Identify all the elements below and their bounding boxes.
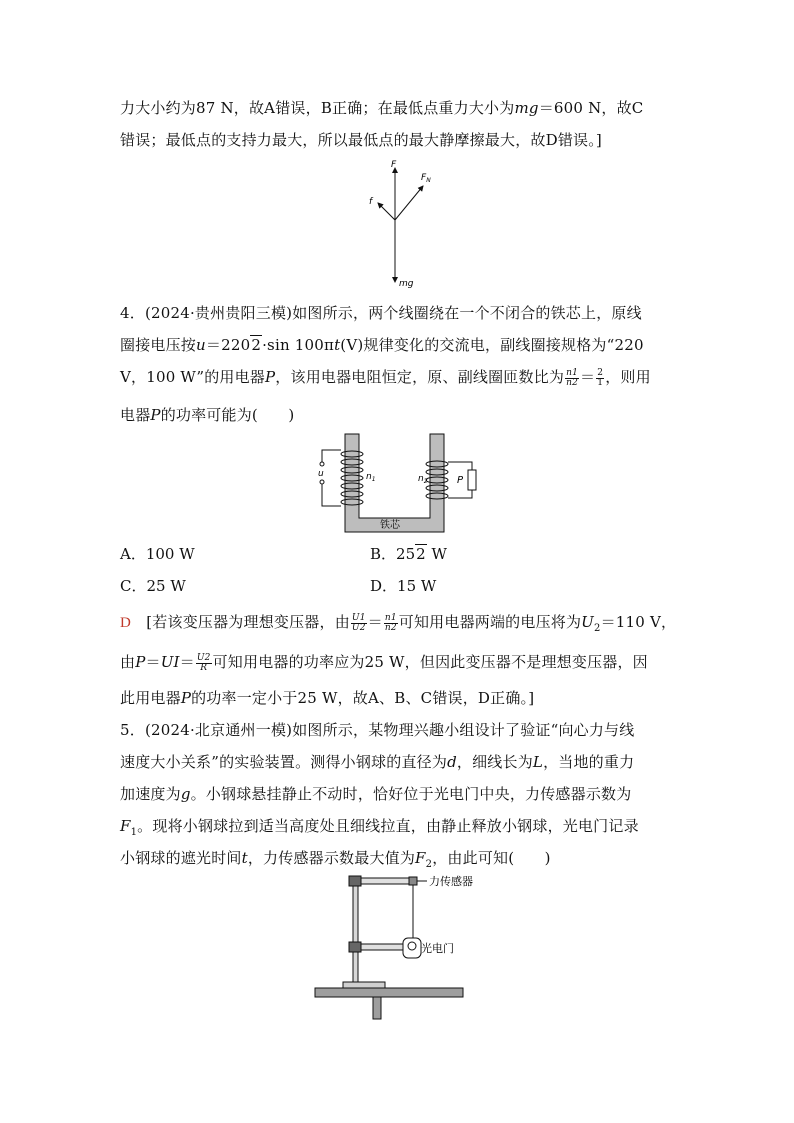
q5-line-2: 速度大小关系”的实验装置。测得小钢球的直径为d，细线长为L，当地的重力	[120, 753, 635, 771]
n2-label: $n_2$	[418, 474, 428, 485]
force-mg-label: mg	[399, 279, 414, 289]
q4-answer-line-1: D [若该变压器为理想变压器，由 $\frac{U1}{U2}$ ＝ $\frac{n1}{n2}$ 可知用电器两端的电压将为$U_2=110$ V，	[120, 612, 677, 634]
stand-rod	[353, 876, 358, 982]
n1-label: $n_1$	[366, 472, 376, 483]
load-resistor	[468, 470, 476, 490]
option-c[interactable]: C．25 W	[120, 577, 186, 595]
intro-line-1: 力大小约为87 N，故A错误，B正确；在最低点重力大小为mg＝600 N，故C	[120, 99, 644, 117]
transformer-diagram	[312, 432, 492, 532]
q4-answer-line-3: 此用电器P的功率一定小于25 W，故A、B、C错误，D正确。]	[120, 689, 535, 707]
core-label: 铁芯	[380, 520, 400, 531]
iron-core	[345, 434, 444, 532]
q5-line-5: 小钢球的遮光时间t，力传感器示数最大值为$F_2$，由此可知( )	[120, 849, 551, 870]
q5-line-4: $F_1$。现将小钢球拉到适当高度处且细线拉直，由静止释放小钢球，光电门记录	[120, 817, 639, 838]
table-top	[315, 988, 463, 997]
voltage-u-label: u	[318, 469, 324, 479]
force-sensor	[409, 877, 417, 885]
q4-line-2: 圈接电压按u＝2202·sin 100πt(V)规律变化的交流电，副线圈接规格为“220	[120, 336, 644, 354]
force-FN-label: $F_N$	[421, 173, 431, 184]
steel-ball	[408, 942, 416, 950]
q4-line-1: 4．(2024·贵州贵阳三模)如图所示，两个线圈绕在一个不闭合的铁芯上，原线	[120, 304, 642, 322]
q4-line-3: V，100 W”的用电器P，该用电器电阻恒定，原、副线圈匝数比为 $\frac{n1}{n2}$ ＝ $\frac{2}{1}$ ，则用	[120, 367, 651, 388]
middle-arm	[361, 944, 405, 950]
stand-base	[343, 982, 385, 988]
answer-letter: D	[120, 615, 132, 631]
option-d[interactable]: D．15 W	[370, 577, 437, 595]
option-a[interactable]: A．100 W	[120, 545, 195, 563]
q4-line-4: 电器P的功率可能为( )	[120, 406, 295, 424]
force-diagram	[366, 158, 431, 289]
photogate-label: 光电门	[421, 942, 454, 955]
q5-line-3: 加速度为g。小钢球悬挂静止不动时，恰好位于光电门中央，力传感器示数为	[120, 785, 632, 803]
q4-answer-line-2: 由P＝UI＝ $\frac{U2}{R}$ 可知用电器的功率应为25 W，但因此变压器不是理想变压器，因	[120, 652, 648, 673]
force-sensor-label: 力传感器	[429, 875, 473, 888]
top-arm	[361, 878, 409, 884]
force-F-label: F	[391, 160, 397, 170]
table-leg	[373, 997, 381, 1019]
q5-line-1: 5．(2024·北京通州一模)如图所示，某物理兴趣小组设计了验证“向心力与线	[120, 721, 635, 739]
apparatus-diagram	[313, 872, 493, 1022]
intro-line-2: 错误；最低点的支持力最大，所以最低点的最大静摩擦最大，故D错误。]	[120, 131, 602, 149]
force-f-label: f	[369, 197, 373, 207]
load-P-label: P	[457, 475, 464, 486]
option-b[interactable]: B．252 W	[370, 545, 447, 563]
